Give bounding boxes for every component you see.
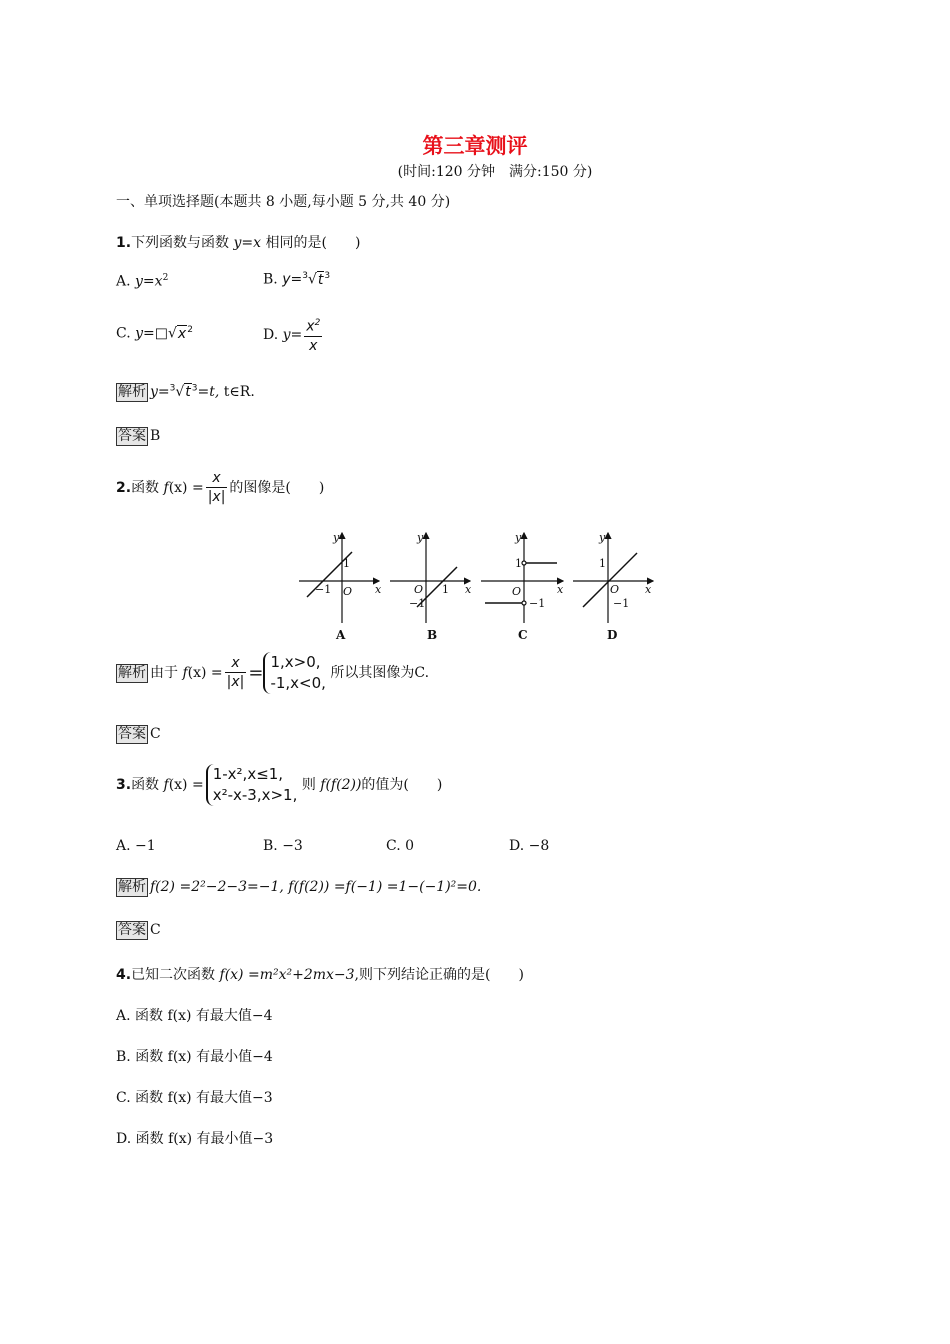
answer-value: B — [150, 428, 161, 444]
fraction-numerator: x — [206, 470, 228, 488]
question-number: 1. — [116, 235, 132, 251]
question-2-stem — [116, 470, 324, 506]
piece-line: 1-x²,x≤1, — [212, 765, 284, 783]
option-label: B. — [263, 271, 278, 288]
question-1-stem — [116, 232, 360, 252]
stem-text: 相同的是( ) — [261, 235, 361, 251]
graph-a — [299, 533, 379, 623]
option-b: B. 函数 f(x) 有最小值−4 — [116, 1049, 273, 1065]
equals-sign: = — [248, 662, 264, 684]
stem-text: 的图像是( ) — [229, 480, 325, 496]
tick-label: −1 — [613, 597, 630, 610]
answer-value: C — [150, 726, 161, 742]
axis-x-label: x — [465, 583, 472, 596]
analysis-tag: 解析 — [118, 665, 146, 681]
graph-label-c: C — [518, 628, 528, 642]
answer-value: C — [150, 922, 161, 938]
stem-text: 下列函数与函数 — [131, 235, 234, 251]
tick-label: −1 — [409, 597, 426, 610]
radical-index: 3 — [169, 383, 176, 394]
section-heading: 一、单项选择题(本题共 8 小题,每小题 5 分,共 40 分) — [116, 194, 451, 210]
analysis-var: f — [182, 665, 188, 681]
option-expr: y=x — [135, 273, 163, 290]
stem-text: (x) = — [168, 480, 204, 496]
option-b: B. −3 — [263, 838, 303, 854]
page-subtitle: (时间:120 分钟 满分:150 分) — [397, 164, 593, 180]
fraction-denominator: x — [309, 337, 318, 354]
graph-label-d: D — [607, 628, 618, 642]
tick-label: 1 — [599, 557, 606, 570]
question-1-analysis: 解析 $y=^3√t^3=t$, t∈R. — [118, 383, 255, 400]
stem-text: ,则下列结论正确的是( ) — [354, 967, 524, 983]
page-title: 第三章测评 — [422, 134, 528, 158]
origin-label: O — [343, 585, 353, 598]
function-graphs — [295, 525, 660, 645]
axis-y-label: y — [417, 531, 424, 544]
stem-var: y=x — [233, 235, 262, 251]
answer-tag: 答案 — [118, 922, 146, 938]
option-d — [263, 315, 324, 355]
radicand: t — [185, 384, 191, 400]
question-4-stem — [116, 964, 524, 984]
radicand: t — [317, 271, 324, 288]
radicand-sup: 3 — [191, 383, 198, 394]
axis-y-label: y — [333, 531, 340, 544]
option-c: C. 0 — [386, 838, 415, 854]
question-number: 4. — [116, 967, 132, 983]
stem-var: f — [163, 480, 169, 496]
question-1-answer — [116, 427, 160, 446]
analysis-text: (x) = — [187, 665, 223, 681]
radicand-sup: 3 — [324, 271, 331, 281]
numerator-sup: 2 — [314, 318, 321, 328]
option-d: D. −8 — [509, 838, 550, 854]
axis-y-label: y — [599, 531, 606, 544]
tick-label: 1 — [343, 557, 350, 570]
tick-label: 1 — [442, 583, 449, 596]
piecewise-brace — [263, 652, 325, 694]
analysis-tag: 解析 — [118, 879, 146, 895]
tick-label: 1 — [515, 557, 522, 570]
origin-label: O — [610, 583, 620, 596]
stem-var: f — [163, 777, 169, 793]
piece-line: 1,x>0, — [270, 653, 321, 671]
option-d: D. 函数 f(x) 有最小值−3 — [116, 1131, 274, 1147]
question-number: 3. — [116, 777, 132, 793]
option-b: B. $y=^3√t^3$ — [263, 271, 331, 288]
origin-label: O — [512, 585, 522, 598]
piece-line: -1,x<0, — [270, 674, 326, 692]
graph-label-b: B — [427, 628, 438, 642]
piece-line: x²-x-3,x>1, — [212, 786, 298, 804]
stem-expr: f(f(2)) — [320, 777, 362, 793]
option-expr: y=□ — [135, 325, 168, 342]
stem-text: 函数 — [131, 480, 164, 496]
radical-index: 3 — [302, 271, 308, 281]
analysis-text: 所以其图像为C. — [325, 665, 430, 681]
axis-x-label: x — [557, 583, 564, 596]
question-3-stem — [116, 764, 442, 806]
fraction — [206, 470, 228, 506]
graph-c — [481, 533, 563, 623]
radicand-sup: 2 — [187, 325, 193, 335]
axis-y-label: y — [515, 531, 522, 544]
stem-text: 已知二次函数 — [131, 967, 220, 983]
analysis-text: t∈R. — [223, 384, 255, 400]
option-expr: y= — [282, 271, 303, 288]
option-label: D. — [263, 326, 279, 343]
option-c: C. $y=□√x^2$ — [116, 325, 193, 342]
fraction-numerator: x — [225, 655, 247, 673]
graph-label-a: A — [336, 628, 346, 642]
option-sup: 2 — [162, 273, 169, 283]
option-label: C. — [116, 325, 131, 342]
answer-tag: 答案 — [118, 726, 146, 742]
stem-text: 则 — [297, 777, 321, 793]
option-a: A. −1 — [116, 838, 156, 854]
question-3-answer — [116, 921, 161, 940]
question-2-analysis — [116, 652, 429, 694]
fraction-numerator: x — [306, 318, 315, 335]
piecewise-brace — [206, 764, 298, 806]
stem-text: 函数 — [131, 777, 164, 793]
fraction-denominator: |x| — [226, 674, 245, 690]
option-c: C. 函数 f(x) 有最大值−3 — [116, 1090, 273, 1106]
analysis-expr: =t, — [197, 384, 220, 400]
analysis-expr: f(2) =2²−2−3=−1, f(f(2)) =f(−1) =1−(−1)²=0. — [150, 879, 482, 895]
option-a — [116, 273, 168, 290]
radicand: x — [177, 325, 187, 342]
fraction — [304, 315, 322, 355]
answer-tag: 答案 — [118, 428, 146, 444]
stem-expr: f(x) =m²x²+2mx−3 — [219, 967, 355, 983]
question-number: 2. — [116, 480, 132, 496]
stem-text: 的值为( ) — [361, 777, 443, 793]
analysis-tag: 解析 — [118, 384, 146, 400]
tick-label: −1 — [315, 583, 332, 596]
analysis-text: 由于 — [150, 665, 183, 681]
axis-x-label: x — [645, 583, 652, 596]
tick-label: −1 — [529, 597, 546, 610]
option-expr: y= — [282, 326, 303, 343]
analysis-expr: y= — [150, 384, 170, 400]
graph-b — [390, 533, 470, 623]
fraction-denominator: |x| — [207, 489, 226, 505]
option-a: A. 函数 f(x) 有最大值−4 — [116, 1008, 273, 1024]
question-3-analysis — [116, 878, 481, 897]
stem-text: (x) = — [168, 777, 204, 793]
question-2-answer — [116, 725, 161, 744]
fraction — [225, 655, 247, 691]
option-label: A. — [116, 273, 131, 290]
origin-label: O — [414, 583, 424, 596]
axis-x-label: x — [375, 583, 382, 596]
